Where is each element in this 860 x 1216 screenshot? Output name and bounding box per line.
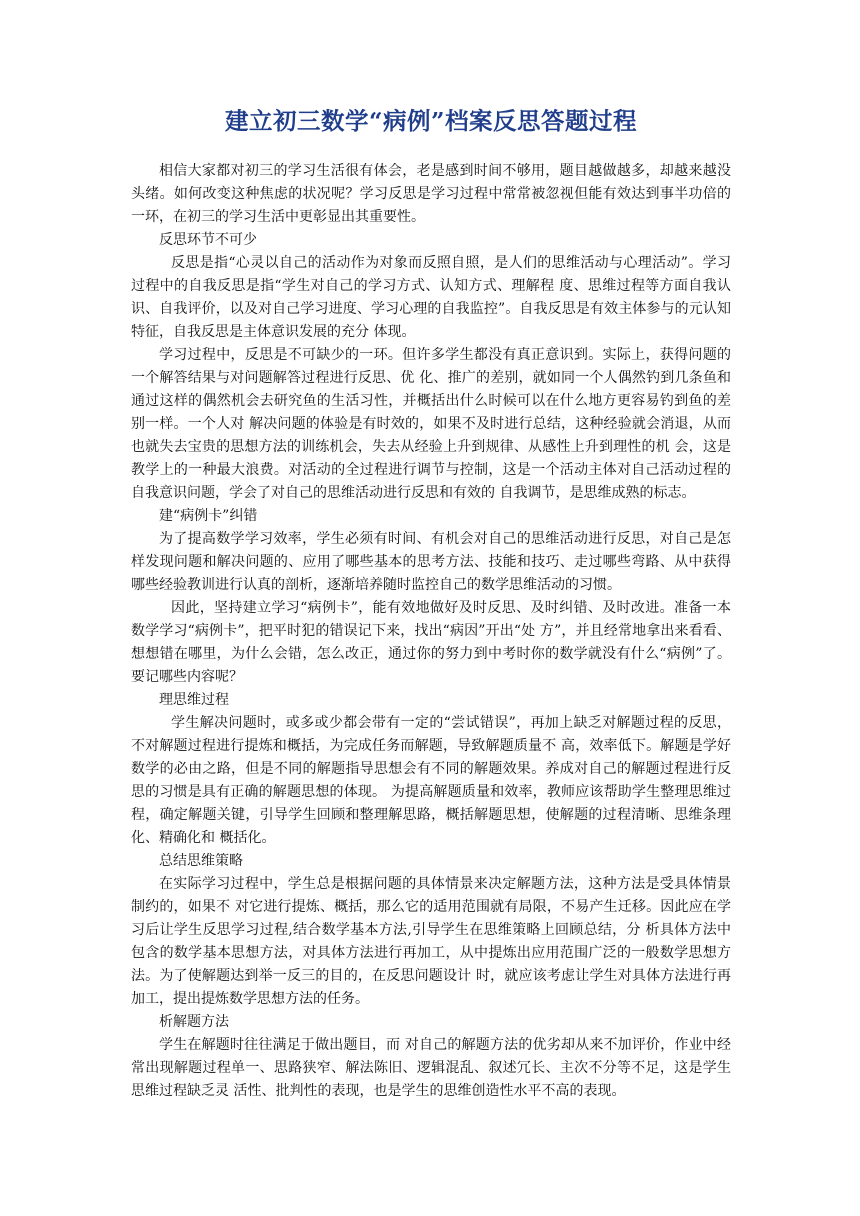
section-heading-solution-method: 析解题方法 bbox=[159, 1014, 229, 1030]
document-title: 建立初三数学“病例”档案反思答题过程 bbox=[224, 107, 638, 135]
body-paragraph: 学习过程中，反思是不可缺少的一环。但许多学生都没有真正意识到。实际上，获得问题的一个解答结果与对问题解答过程进行反思、优 化、推广的差别，就如同一个人偶然钓到几条鱼和通过这样的偶然机会去研究鱼的生活习性，并概括出什么时候可以在什么地方更容易钓到鱼的差别一样。一个人对 解决问题的体验是有时效的，如果不及时进行总结，这种经验就会消退，从而也就失去宝贵的思想方法的训练机会，失去从经验上升到规律、从感性上升到理性的机 会，这是教学上的一种最大浪费。对活动的全过程进行调节与控制，这是一个活动主体对自己活动过程的自我意识问题，学会了对自己的思维活动进行反思和有效的 自我调节，是思维成熟的标志。 bbox=[131, 347, 731, 501]
body-paragraph: 学生解决问题时，或多或少都会带有一定的“尝试错误”，再加上缺乏对解题过程的反思，不对解题过程进行提炼和概括，为完成任务而解题，导致解题质量不 高，效率低下。解题是学好数学的必由之路，但是不同的解题指导思想会有不同的解题效果。养成对自己的解题过程进行反思的习惯是具有正确的解题思想的体现。 为提高解题质量和效率，教师应该帮助学生整理思维过程，确定解题关键，引导学生回顾和整理解思路，概括解题思想，使解题的过程清晰、思维条理化、精确化和 概括化。 bbox=[131, 715, 731, 846]
body-paragraph: 学生在解题时往往满足于做出题目，而 对自己的解题方法的优劣却从来不加评价，作业中经常出现解题过程单一、思路狭窄、解法陈旧、逻辑混乱、叙述冗长、主次不分等不足，这是学生思维过程缺乏灵 活性、批判性的表现，也是学生的思维创造性水平不高的表现。 bbox=[131, 1037, 731, 1099]
section-heading-error-card: 建“病例卡”纠错 bbox=[159, 508, 258, 524]
document-page bbox=[131, 104, 731, 1103]
body-paragraph: 因此，坚持建立学习“病例卡”，能有效地做好及时反思、及时纠错、及时改进。准备一本数学学习“病例卡”，把平时犯的错误记下来，找出“病因”开出“处 方”，并且经常地拿出来看看、想想错在哪里，为什么会错，怎么改正，通过你的努力到中考时你的数学就没有什么“病例”了。要记哪些内容呢？ bbox=[131, 600, 731, 685]
intro-paragraph: 相信大家都对初三的学习生活很有体会，老是感到时间不够用，题目越做越多，却越来越没头绪。如何改变这种焦虑的状况呢？学习反思是学习过程中常常被忽视但能有效达到事半功倍的一环，在初三的学习生活中更彰显出其重要性。 bbox=[131, 163, 731, 225]
body-paragraph: 为了提高数学学习效率，学生必须有时间、有机会对自己的思维活动进行反思，对自己是怎样发现问题和解决问题的、应用了哪些基本的思考方法、技能和技巧、走过哪些弯路、从中获得哪些经验教训进行认真的剖析，逐渐培养随时监控自己的数学思维活动的习惯。 bbox=[131, 531, 731, 593]
section-heading-thinking-process: 理思维过程 bbox=[159, 692, 229, 708]
body-paragraph: 在实际学习过程中，学生总是根据问题的具体情景来决定解题方法，这种方法是受具体情景制约的，如果不 对它进行提炼、概括，那么它的适用范围就有局限，不易产生迁移。因此应在学习后让学生反思学习过程,结合数学基本方法,引导学生在思维策略上回顾总结，分 析具体方法中包含的数学基本思想方法，对具体方法进行再加工，从中提炼出应用范围广泛的一般数学思想方法。为了使解题达到举一反三的目的，在反思问题设计 时，就应该考虑让学生对具体方法进行再加工，提出提炼数学思想方法的任务。 bbox=[131, 876, 731, 1007]
section-heading-thinking-strategy: 总结思维策略 bbox=[159, 853, 243, 869]
section-heading-reflection: 反思环节不可少 bbox=[159, 232, 257, 248]
body-paragraph: 反思是指“心灵以自己的活动作为对象而反照自照，是人们的思维活动与心理活动”。学习过程中的自我反思是指“学生对自己的学习方式、认知方式、理解程 度、思维过程等方面自我认识、自我评价，以及对自己学习进度、学习心理的自我监控”。自我反思是有效主体参与的元认知特征，自我反思是主体意识发展的充分 体现。 bbox=[131, 255, 731, 340]
